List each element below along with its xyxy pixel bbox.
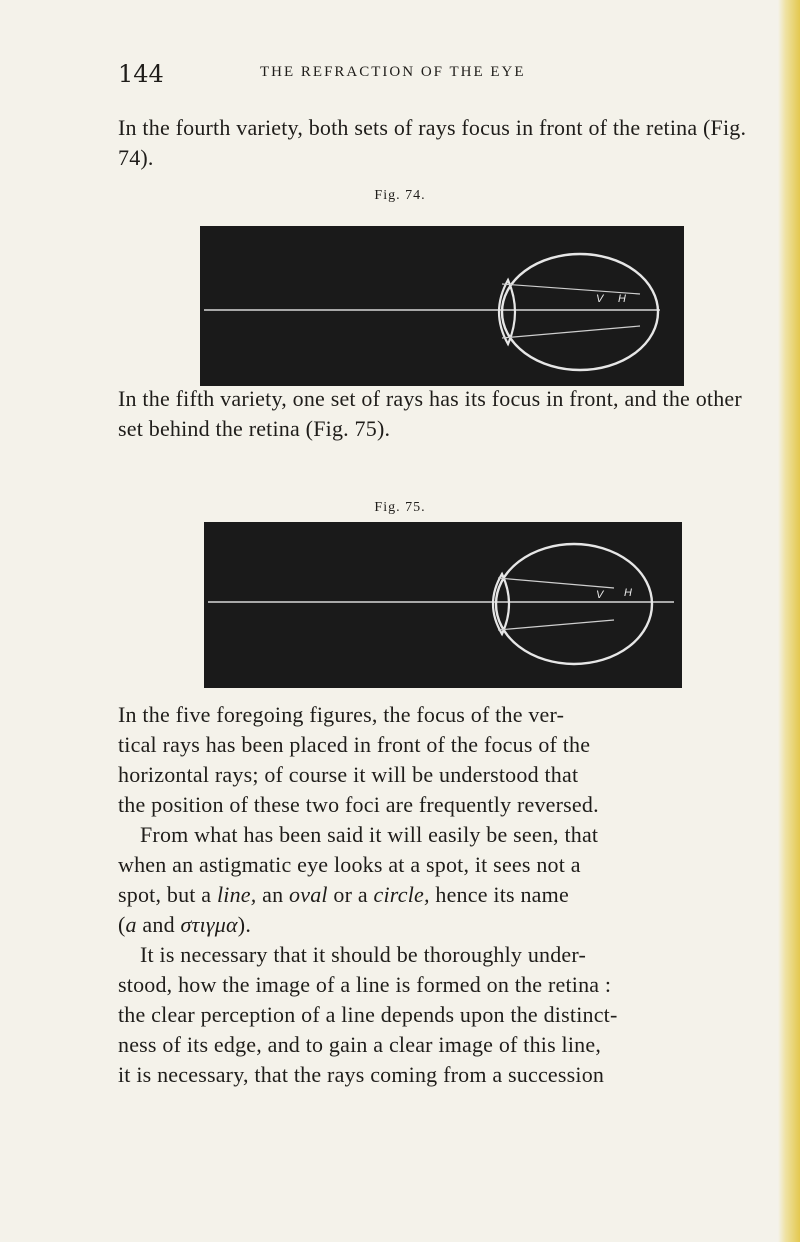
page-edge (778, 0, 800, 1242)
greek-word: στιγμα (180, 912, 238, 937)
page-header (118, 60, 678, 90)
paragraph-image-of-line-cont (118, 970, 763, 1090)
paragraph-astigmatic-spot (140, 820, 763, 850)
running-head: THE REFRACTION OF THE EYE (260, 64, 526, 80)
text-run: hence its name (429, 882, 569, 907)
text-line: it is necessary, that the rays coming from a succession (118, 1062, 605, 1087)
text-line: ness of its edge, and to gain a clear image of this line, (118, 1032, 602, 1057)
paragraph-foregoing-figures (118, 700, 763, 820)
text-run: or a (327, 882, 374, 907)
italic-line: line, (216, 882, 257, 907)
paragraph-image-of-line (140, 940, 763, 970)
text-line: stood, how the image of a line is formed on the retina : (118, 972, 612, 997)
text-line: It is necessary that it should be thoroughly under- (140, 942, 586, 967)
text-line (118, 880, 763, 910)
figure-74 (200, 226, 684, 386)
figure-74-caption: Fig. 74. (374, 188, 426, 203)
text-line: horizontal rays; of course it will be understood that (118, 762, 579, 787)
figure-74-label-h: H (618, 293, 626, 305)
figure-75 (204, 522, 682, 688)
figure-75-caption: Fig. 75. (374, 500, 426, 515)
text-line: the clear perception of a line depends upon the distinct- (118, 1002, 618, 1027)
paragraph-fifth-variety: In the fifth variety, one set of rays has its focus in front, and the other set behind the retina (Fig. 75). (118, 386, 742, 441)
text-run: spot, but a (118, 882, 217, 907)
figure-75-label-v: V (596, 589, 604, 601)
paragraph-fourth-variety: In the fourth variety, both sets of rays focus in front of the retina (Fig. 74). (118, 115, 747, 170)
text-run: ( (118, 912, 126, 937)
greek-alpha: a (125, 912, 137, 937)
text-line: From what has been said it will easily be seen, that (140, 822, 599, 847)
text-run: and (136, 912, 181, 937)
figure-75-label-h: H (624, 587, 632, 599)
text-line: In the five foregoing figures, the focus of the ver- (118, 702, 565, 727)
figure-74-diagram (200, 226, 684, 386)
text-run: an (256, 882, 290, 907)
paragraph-astigmatic-spot-cont (118, 850, 763, 940)
text-line: when an astigmatic eye looks at a spot, it sees not a (118, 852, 581, 877)
italic-oval: oval (289, 882, 328, 907)
page-number: 144 (118, 60, 164, 88)
text-run: ). (237, 912, 252, 937)
italic-circle: circle, (373, 882, 430, 907)
text-line: the position of these two foci are frequently reversed. (118, 792, 599, 817)
figure-75-diagram (204, 522, 682, 688)
figure-74-label-v: V (596, 293, 604, 305)
text-line (118, 910, 763, 940)
text-line: tical rays has been placed in front of the focus of the (118, 732, 591, 757)
